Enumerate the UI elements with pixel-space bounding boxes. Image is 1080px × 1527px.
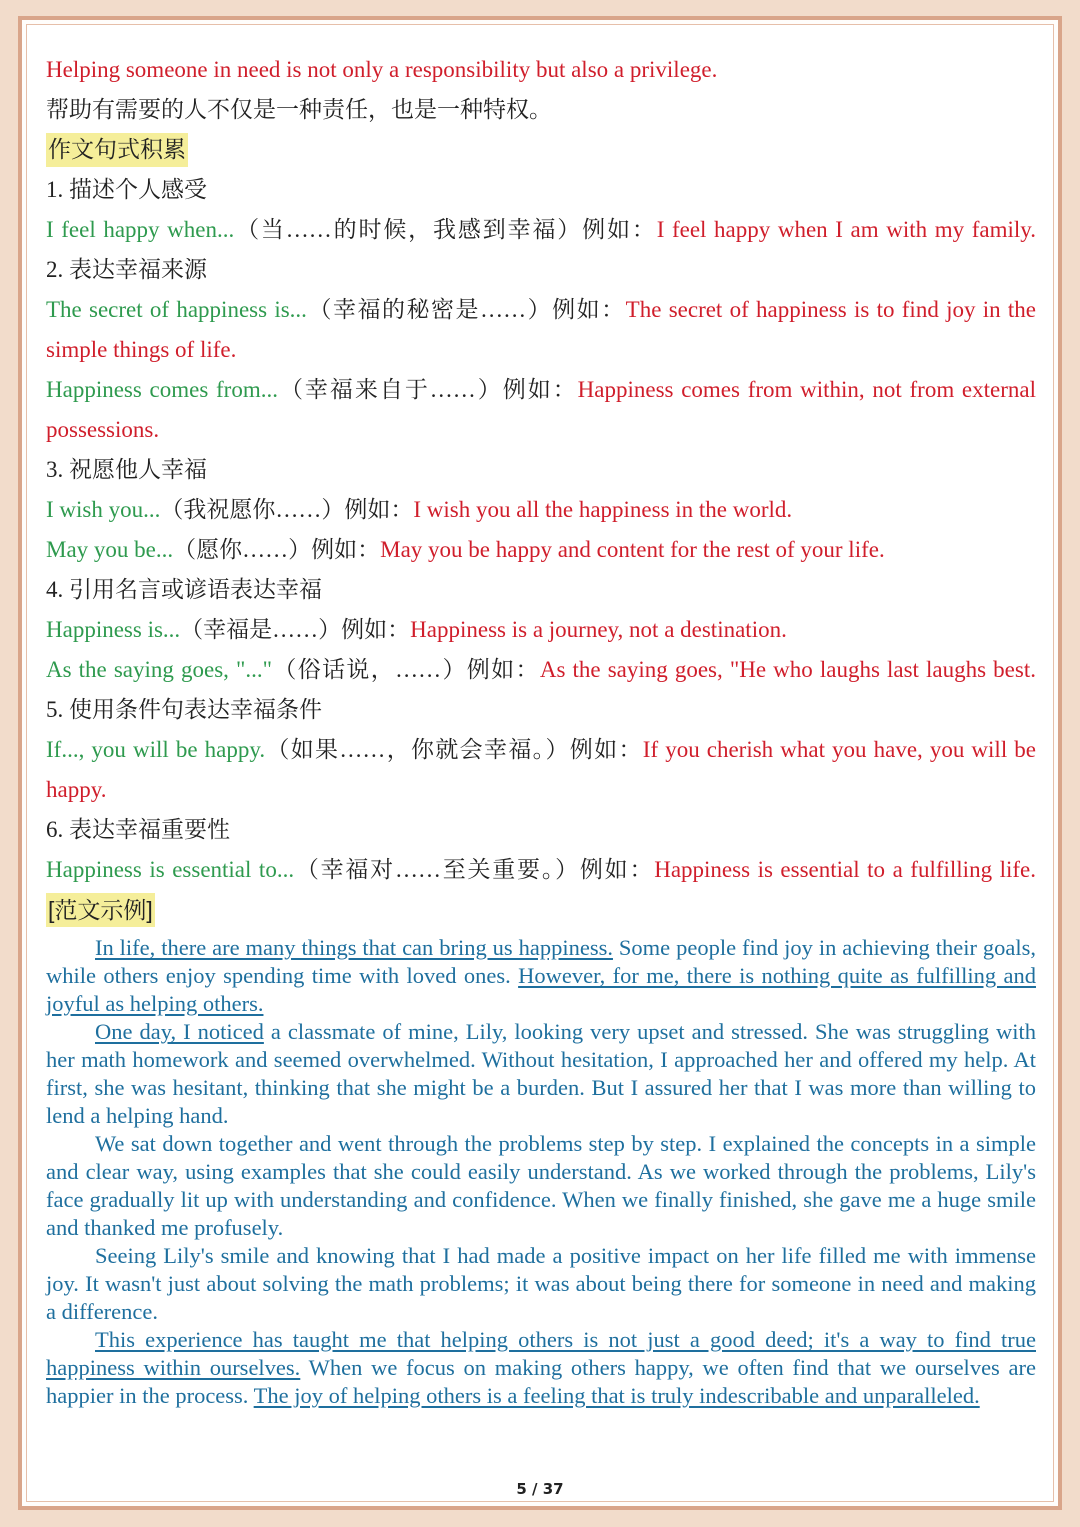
essay-text: a classmate of mine, Lily, looking very upset and stressed. She was struggling with her math homework and seemed overwhelmed. Without hesitation, I approached her and offered my help. At first, she was hesitant, thinking that she might be a burden. But I assured her that I was more than willing to lend a helping hand. <box>46 1019 1036 1128</box>
essay-paragraph <box>46 1326 1036 1410</box>
sample-essay <box>46 934 1036 1410</box>
essay-paragraph <box>46 1018 1036 1130</box>
essay-text: When we focus on making others happy, we often find that we ourselves are happier in the process. <box>46 1355 1036 1408</box>
item-heading: 1. 描述个人感受 <box>46 177 207 202</box>
item-heading: 5. 使用条件句表达幸福条件 <box>46 697 322 722</box>
meaning: （我祝愿你……）例如： <box>160 497 414 522</box>
sentence-pattern-row <box>46 290 1036 370</box>
underlined-sentence: However, for me, there is nothing quite as fulfilling and joyful as helping others. <box>46 963 1036 1016</box>
meaning: （幸福是……）例如： <box>180 617 411 642</box>
section-title-text: 作文句式积累 <box>46 133 188 167</box>
essay-title-text: [范文示例] <box>46 893 155 927</box>
sentence-pattern-row <box>46 490 1036 530</box>
sentence-pattern-row <box>46 530 1036 570</box>
sentence-pattern-row <box>46 370 1036 450</box>
pattern: Happiness comes from... <box>46 377 278 402</box>
sentence-pattern-row <box>46 850 1036 890</box>
sentence-pattern-row <box>46 210 1036 250</box>
pattern: Happiness is essential to... <box>46 857 295 882</box>
pattern: If..., you will be happy. <box>46 737 266 762</box>
pattern: May you be... <box>46 537 174 562</box>
example: I feel happy when I am with my family. <box>656 217 1037 242</box>
example: The secret of happiness is to find joy in the simple things of life. <box>46 297 1036 362</box>
underlined-sentence: One day, I noticed <box>95 1019 264 1044</box>
underlined-sentence: In life, there are many things that can bring us happiness. <box>95 935 613 960</box>
example: I wish you all the happiness in the world. <box>413 497 793 522</box>
sentence-pattern-row <box>46 730 1036 810</box>
item-heading: 3. 祝愿他人幸福 <box>46 457 207 482</box>
pattern: As the saying goes, "..." <box>46 657 273 682</box>
example: If you cherish what you have, you will be happy. <box>46 737 1036 802</box>
example: Happiness comes from within, not from external possessions. <box>46 377 1036 442</box>
pattern: I wish you... <box>46 497 161 522</box>
item-heading: 2. 表达幸福来源 <box>46 257 207 282</box>
example: Happiness is a journey, not a destination. <box>410 617 787 642</box>
essay-paragraph: Seeing Lily's smile and knowing that I had made a positive impact on her life filled me with immense joy. It wasn't just about solving the math problems; it was about being there for someone in need and making a difference. <box>46 1243 1036 1324</box>
section-title <box>46 130 1036 170</box>
meaning: （幸福来自于……）例如： <box>277 377 578 402</box>
meaning: （如果……，你就会幸福。）例如： <box>265 737 643 762</box>
intro-chinese: 帮助有需要的人不仅是一种责任，也是一种特权。 <box>46 97 552 122</box>
page-number: 5 / 37 <box>516 1480 564 1498</box>
essay-title <box>46 890 1036 934</box>
example: May you be happy and content for the rest of your life. <box>380 537 885 562</box>
meaning: （俗话说，……）例如： <box>272 657 540 682</box>
essay-paragraph: We sat down together and went through the problems step by step. I explained the concepts in a simple and clear way, using examples that she could easily understand. As we worked through the problems, Lily's face gradually lit up with understanding and confidence. When we finally finished, she gave me a huge smile and thanked me profusely. <box>46 1131 1036 1240</box>
item-heading: 4. 引用名言或谚语表达幸福 <box>46 577 322 602</box>
essay-paragraph <box>46 934 1036 1018</box>
item-heading: 6. 表达幸福重要性 <box>46 817 230 842</box>
pattern: The secret of happiness is... <box>46 297 307 322</box>
underlined-sentence: The joy of helping others is a feeling that is truly indescribable and unparalleled. <box>253 1383 980 1408</box>
meaning: （幸福对……至关重要。）例如： <box>294 857 655 882</box>
pattern: Happiness is... <box>46 617 181 642</box>
essay-text: Some people find joy in achieving their goals, while others enjoy spending time with loved ones. <box>46 935 1036 988</box>
meaning: （当……的时候，我感到幸福）例如： <box>234 217 657 242</box>
example: Happiness is essential to a fulfilling life. <box>654 857 1036 882</box>
example: As the saying goes, "He who laughs last laughs best. <box>539 657 1036 682</box>
underlined-sentence: This experience has taught me that helping others is not just a good deed; it's a way to find true happiness within ourselves. <box>46 1327 1036 1380</box>
meaning: （幸福的秘密是……）例如： <box>306 297 626 322</box>
sentence-pattern-row <box>46 610 1036 650</box>
document-body <box>46 50 1036 1410</box>
pattern: I feel happy when... <box>46 217 235 242</box>
sentence-pattern-row <box>46 650 1036 690</box>
meaning: （愿你……）例如： <box>173 537 381 562</box>
intro-english: Helping someone in need is not only a responsibility but also a privilege. <box>46 57 718 82</box>
